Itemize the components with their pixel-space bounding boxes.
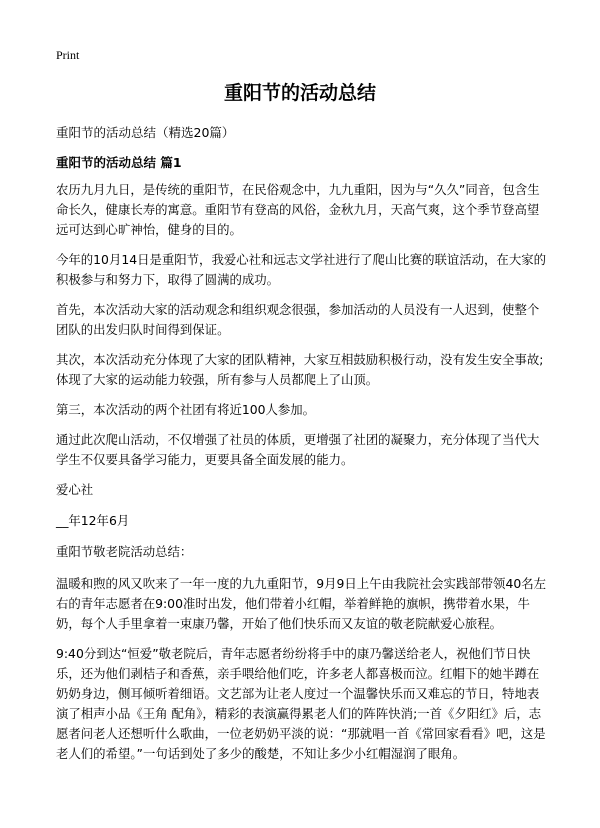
print-link[interactable]: Print: [56, 48, 80, 62]
body-paragraph: 第三，本次活动的两个社团有将近100人参加。: [56, 402, 316, 417]
body-paragraph: 其次，本次活动充分体现了大家的团队精神，大家互相鼓励积极行动，没有发生安全事故;体现了大家的运动能力较强，所有参与人员都爬上了山顶。: [56, 352, 544, 387]
signature-date: __年12年6月: [56, 513, 130, 528]
body-paragraph: 今年的10月14日是重阳节，我爱心社和远志文学社进行了爬山比赛的联谊活动，在大家的积极参与和努力下，取得了圆满的成功。: [56, 252, 546, 287]
document-body: [56, 180, 550, 774]
body-paragraph: 通过此次爬山活动，不仅增强了社员的体质，更增强了社团的凝聚力，充分体现了当代大学生不仅要具备学习能力，更要具备全面发展的能力。: [56, 432, 540, 467]
document-title: 重阳节的活动总结: [223, 82, 376, 104]
section-heading: 重阳节的活动总结 篇1: [56, 155, 182, 170]
body-paragraph: 农历九月九日，是传统的重阳节，在民俗观念中，九九重阳，因为与“久久”同音，包含生命长久，健康长寿的寓意。重阳节有登高的风俗，金秋九月，天高气爽，这个季节登高望远可达到心旷神怡，健身的目的。: [56, 182, 540, 237]
signature-org: 爱心社: [56, 482, 94, 497]
body-paragraph: 温暖和煦的风又吹来了一年一度的九九重阳节，9月9日上午由我院社会实践部带领40名左右的青年志愿者在9:00准时出发，他们带着小红帽，举着鲜艳的旗帜，携带着水果，牛奶，每个人手里拿着一束康乃馨，开始了他们快乐而又友谊的敬老院献爱心旅程。: [56, 576, 546, 631]
document-subtitle: 重阳节的活动总结（精选20篇）: [56, 125, 235, 140]
body-paragraph: 首先，本次活动大家的活动观念和组织观念很强，参加活动的人员没有一人迟到，使整个团队的出发归队时间得到保证。: [56, 302, 540, 337]
sub-heading: 重阳节敬老院活动总结：: [56, 544, 193, 559]
body-paragraph: 9:40分到达“恒爱”敬老院后，青年志愿者纷纷将手中的康乃馨送给老人，祝他们节日快乐，还为他们剥桔子和香蕉，亲手喂给他们吃，许多老人都喜极而泣。红帽下的她半蹲在奶奶身边，侧耳倾听着细语。文艺部为让老人度过一个温馨快乐而又难忘的节日，特地表演了相声小品《王角 配角》，精彩的表演赢得累老人们的阵阵快消;一首《夕阳红》后，志愿者问老人还想听什么歌曲，一位老奶奶平淡的说：“那就唱一首《常回家看看》吧，这是老人们的希望。”一句话到处了多少的酸楚，不知让多少小红帽湿润了眼角。: [56, 646, 546, 761]
